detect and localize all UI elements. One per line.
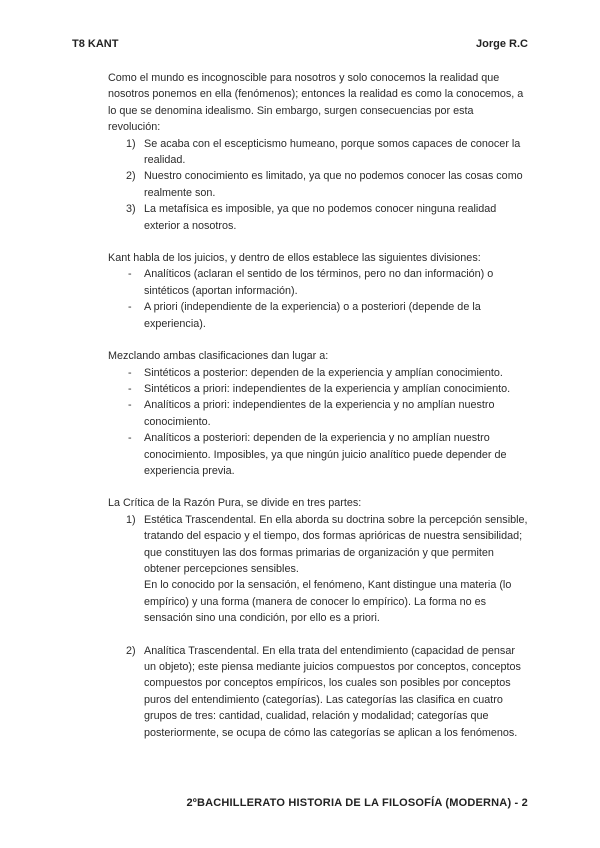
- section-combinations: [108, 348, 528, 479]
- list-item-text: Se acaba con el escepticismo humeano, porque somos capaces de conocer la realidad.: [144, 137, 521, 167]
- list-marker: 3): [126, 203, 136, 216]
- header-title: T8 KANT: [72, 38, 119, 50]
- list-item-text: La metafísica es imposible, ya que no podemos conocer ninguna realidad exterior a nosotros.: [144, 203, 497, 232]
- list-item: [108, 643, 528, 741]
- list-item: [108, 430, 528, 479]
- paragraph: La Crítica de la Razón Pura, se divide en tres partes:: [108, 497, 362, 510]
- paragraph: Mezclando ambas clasificaciones dan lugar a:: [108, 350, 329, 363]
- paragraph: Kant habla de los juicios, y dentro de ellos establece las siguientes divisiones:: [108, 252, 481, 265]
- list-item: [108, 381, 528, 397]
- section-judgments: [108, 250, 528, 332]
- list-item-text: Analíticos a priori: independientes de la experiencia y no amplían nuestro conocimiento.: [144, 399, 495, 428]
- section-critique: [108, 495, 528, 741]
- list-item-text: Sintéticos a posterior: dependen de la experiencia y amplían conocimiento.: [144, 366, 503, 379]
- list-item-text: Analíticos a posteriori: dependen de la experiencia y no amplían nuestro conocimiento. Imposibles, ya que ningún juicio analítico puede depender de experiencia previa.: [144, 432, 507, 477]
- spacer: [108, 627, 528, 643]
- list-item-text: Sintéticos a priori: independientes de la experiencia y amplían conocimiento.: [144, 382, 511, 395]
- list-marker: -: [128, 301, 132, 314]
- list-item-text: Nuestro conocimiento es limitado, ya que no podemos conocer las cosas como realmente son.: [144, 170, 523, 199]
- list-item: [108, 266, 528, 299]
- page-footer: 2ºBACHILLERATO HISTORIA DE LA FILOSOFÍA (MODERNA) - 2: [186, 797, 528, 809]
- list-item-text: A priori (independiente de la experiencia) o a posteriori (depende de la experiencia).: [144, 301, 481, 330]
- list-item-text: Analíticos (aclaran el sentido de los términos, pero no dan información) o sintéticos (aportan información).: [144, 268, 494, 297]
- list-item: [108, 168, 528, 201]
- section-consequences: [108, 70, 528, 234]
- list-item: [108, 299, 528, 332]
- list-marker: -: [128, 366, 132, 379]
- list-item: [108, 512, 528, 627]
- list-item-text: Analítica Trascendental. En ella trata del entendimiento (capacidad de pensar un objeto); este piensa mediante juicios compuestos por conceptos, conceptos compuestos por conceptos empíricos, los cuales son posibles por conceptos puros del entendimiento (categorías). Las categorías las clasifica en cuatro grupos de tres: cantidad, cualidad, relación y modalidad; categorías que posteriormente, se ocupa de cómo las categorías se aplican a los fenómenos.: [144, 644, 521, 739]
- list-item: [108, 136, 528, 169]
- list-item: [108, 365, 528, 381]
- list-item-text-continued: En lo conocido por la sensación, el fenómeno, Kant distingue una materia (lo empírico) y una forma (manera de conocer lo empírico). La forma no es sensación sino una condición, por ello es a priori.: [144, 579, 512, 625]
- document-body: [108, 70, 528, 757]
- paragraph: Como el mundo es incognoscible para nosotros y solo conocemos la realidad que nosotros ponemos en ella (fenómenos); entonces la realidad es como la conocemos, a lo que se denomina idealismo. Sin embargo, surgen consecuencias por esta revolución:: [108, 72, 524, 134]
- list-marker: -: [128, 268, 132, 281]
- list-marker: -: [128, 399, 132, 412]
- list-item-text: Estética Trascendental. En ella aborda su doctrina sobre la percepción sensible, tratando del espacio y el tiempo, dos formas aprióricas de nuestra sensibilidad; que constituyen las dos formas primarias de organización y que permiten obtener percepciones sensibles.: [144, 513, 528, 575]
- list-item: [108, 397, 528, 430]
- header-author: Jorge R.C: [476, 38, 528, 50]
- list-marker: 1): [126, 137, 136, 150]
- list-marker: 2): [126, 644, 136, 657]
- list-marker: -: [128, 432, 132, 445]
- list-item: [108, 201, 528, 234]
- list-marker: -: [128, 382, 132, 395]
- list-marker: 1): [126, 513, 136, 526]
- list-marker: 2): [126, 170, 136, 183]
